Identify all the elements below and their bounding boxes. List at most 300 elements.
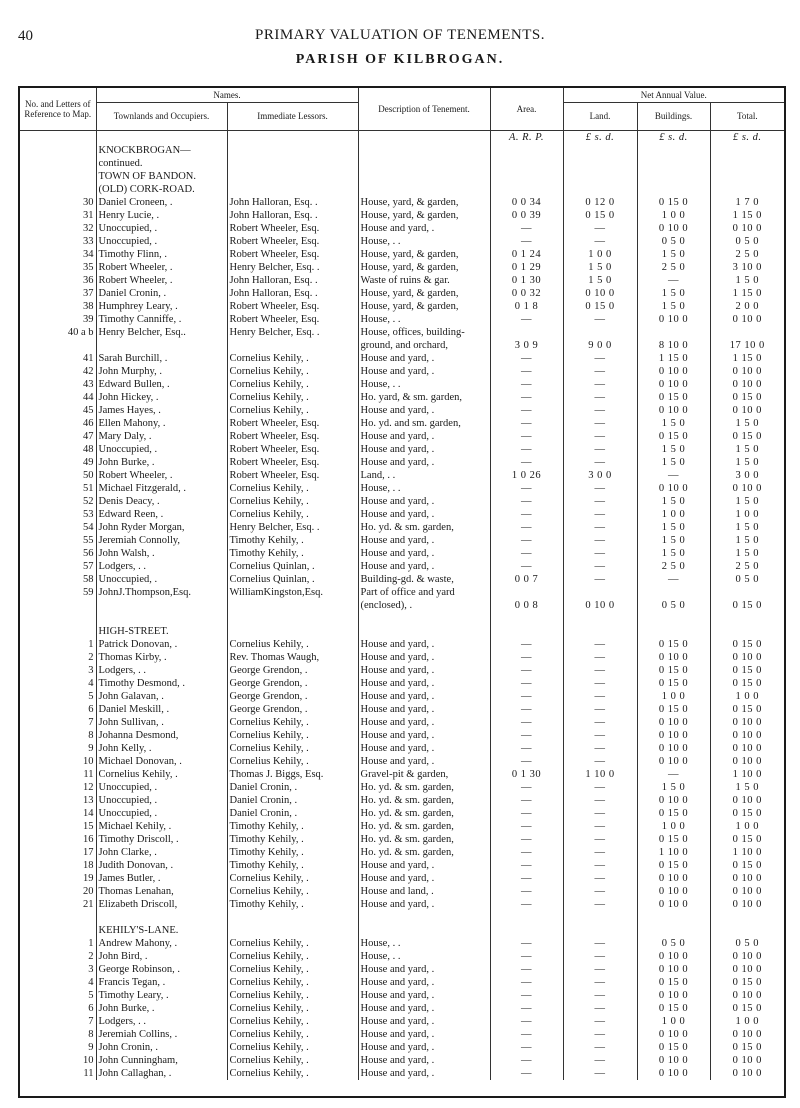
buildings-value-cell: 0 10 0 — [637, 378, 710, 391]
ref-cell: 19 — [20, 872, 96, 885]
area-cell: 0 1 30 — [490, 768, 563, 781]
area-cell: — — [490, 755, 563, 768]
ref-cell: 59 — [20, 586, 96, 599]
lessor-cell: Cornelius Kehily, . — [227, 950, 358, 963]
lessor-cell: Robert Wheeler, Esq. — [227, 313, 358, 326]
table-row — [20, 417, 784, 430]
land-value-cell: — — [563, 482, 637, 495]
description-cell: House and yard, . — [358, 703, 490, 716]
lessor-cell: Robert Wheeler, Esq. — [227, 248, 358, 261]
land-value-cell: 9 0 0 — [563, 339, 637, 352]
table-row — [20, 976, 784, 989]
section-heading: KEHILY'S-LANE. — [96, 924, 227, 937]
total-value-cell: 0 15 0 — [732, 807, 762, 819]
ref-cell: 21 — [20, 898, 96, 911]
total-value-cell: 0 10 0 — [732, 482, 762, 494]
area-cell: — — [490, 534, 563, 547]
occupier-cell: Timothy Canniffe, . — [96, 313, 227, 326]
land-value-cell: — — [563, 703, 637, 716]
area-cell: — — [490, 1028, 563, 1041]
land-value-cell: 0 10 0 — [563, 287, 637, 300]
description-cell: (enclosed), . — [358, 599, 490, 612]
ref-cell: 49 — [20, 456, 96, 469]
table-body — [20, 130, 784, 1080]
lessor-cell: Cornelius Kehily, . — [227, 937, 358, 950]
buildings-value-cell: 1 5 0 — [637, 495, 710, 508]
occupier-cell: Daniel Croneen, . — [96, 196, 227, 209]
total-value-cell: 0 10 0 — [732, 1067, 762, 1079]
total-value-cell: 0 10 0 — [732, 729, 762, 741]
total-value-cell: 2 5 0 — [735, 248, 760, 260]
table-row — [20, 287, 784, 300]
buildings-value-cell: 0 10 0 — [637, 1054, 710, 1067]
occupier-cell: John Burke, . — [96, 1002, 227, 1015]
section-heading: HIGH-STREET. — [96, 625, 227, 638]
occupier-cell: Henry Belcher, Esq.. — [96, 326, 227, 339]
ref-cell: 17 — [20, 846, 96, 859]
ref-cell: 53 — [20, 508, 96, 521]
description-cell: House and yard, . — [358, 404, 490, 417]
occupier-cell: Lodgers, . . — [96, 1015, 227, 1028]
description-cell: House, . . — [358, 950, 490, 963]
table-row — [20, 651, 784, 664]
area-cell: — — [490, 482, 563, 495]
valuation-table — [18, 86, 786, 1098]
land-value-cell: 3 0 0 — [563, 469, 637, 482]
table-row — [20, 469, 784, 482]
occupier-cell: Michael Kehily, . — [96, 820, 227, 833]
ref-cell: 9 — [20, 1041, 96, 1054]
occupier-cell: Unoccupied, . — [96, 807, 227, 820]
total-value-cell: 1 10 0 — [732, 768, 762, 780]
col-buildings-header: Buildings. — [637, 102, 710, 130]
townland-heading-row — [20, 157, 784, 170]
buildings-value-cell: 0 5 0 — [637, 599, 710, 612]
lessor-cell: Cornelius Kehily, . — [227, 729, 358, 742]
land-value-cell: — — [563, 729, 637, 742]
land-value-cell: — — [563, 365, 637, 378]
ref-cell: 37 — [20, 287, 96, 300]
lessor-cell: Timothy Kehily, . — [227, 534, 358, 547]
description-cell: House and yard, . — [358, 989, 490, 1002]
description-cell: House and yard, . — [358, 742, 490, 755]
area-cell: — — [490, 989, 563, 1002]
lessor-cell: Henry Belcher, Esq. . — [227, 261, 358, 274]
lessor-cell: Cornelius Kehily, . — [227, 989, 358, 1002]
area-cell: 0 1 24 — [490, 248, 563, 261]
description-cell: House, yard, & garden, — [358, 300, 490, 313]
description-cell: House and yard, . — [358, 1002, 490, 1015]
total-value-cell: 0 10 0 — [732, 885, 762, 897]
occupier-cell: Robert Wheeler, . — [96, 469, 227, 482]
lessor-cell: John Halloran, Esq. . — [227, 196, 358, 209]
land-value-cell: — — [563, 222, 637, 235]
table-row — [20, 846, 784, 859]
total-value-cell: 0 10 0 — [732, 989, 762, 1001]
area-cell: — — [490, 443, 563, 456]
total-value-cell: 0 15 0 — [732, 1002, 762, 1014]
description-cell: House and yard, . — [358, 495, 490, 508]
total-value-cell: 1 15 0 — [732, 209, 762, 221]
description-cell: House and yard, . — [358, 430, 490, 443]
land-value-cell: — — [563, 833, 637, 846]
buildings-value-cell: 0 10 0 — [637, 755, 710, 768]
land-value-cell: — — [563, 859, 637, 872]
table-row — [20, 794, 784, 807]
occupier-cell: Timothy Desmond, . — [96, 677, 227, 690]
occupier-cell: Timothy Leary, . — [96, 989, 227, 1002]
buildings-value-cell: 1 0 0 — [637, 820, 710, 833]
land-value-cell: — — [563, 313, 637, 326]
buildings-value-cell: 1 0 0 — [637, 508, 710, 521]
ref-cell: 45 — [20, 404, 96, 417]
ref-cell — [20, 339, 96, 352]
description-cell: House and yard, . — [358, 690, 490, 703]
land-value-cell: — — [563, 573, 637, 586]
ref-cell: 9 — [20, 742, 96, 755]
table-row — [20, 222, 784, 235]
area-cell: — — [490, 417, 563, 430]
lessor-cell: Cornelius Kehily, . — [227, 352, 358, 365]
area-cell: 0 1 29 — [490, 261, 563, 274]
ref-cell: 2 — [20, 651, 96, 664]
table-row — [20, 378, 784, 391]
buildings-value-cell: 0 10 0 — [637, 482, 710, 495]
ref-cell: 5 — [20, 989, 96, 1002]
buildings-value-cell: 1 10 0 — [637, 846, 710, 859]
table-row — [20, 586, 784, 599]
ref-cell: 5 — [20, 690, 96, 703]
land-value-cell: 0 15 0 — [563, 300, 637, 313]
total-value-cell: 0 10 0 — [732, 898, 762, 910]
occupier-cell: Humphrey Leary, . — [96, 300, 227, 313]
land-value-cell — [563, 586, 637, 599]
land-value-cell: — — [563, 521, 637, 534]
lessor-cell: Robert Wheeler, Esq. — [227, 417, 358, 430]
ref-cell: 52 — [20, 495, 96, 508]
occupier-cell: Unoccupied, . — [96, 443, 227, 456]
occupier-cell: Lodgers, . . — [96, 664, 227, 677]
land-value-cell: — — [563, 430, 637, 443]
units-row — [20, 130, 784, 144]
table-row — [20, 742, 784, 755]
table-row — [20, 807, 784, 820]
area-cell: — — [490, 872, 563, 885]
occupier-cell: John Ryder Morgan, — [96, 521, 227, 534]
buildings-value-cell: 0 15 0 — [637, 1002, 710, 1015]
table-row — [20, 937, 784, 950]
street-heading-row — [20, 924, 784, 937]
total-value-cell: 3 10 0 — [732, 261, 762, 273]
occupier-cell: JohnJ.Thompson,Esq. — [96, 586, 227, 599]
land-value-cell: — — [563, 1054, 637, 1067]
occupier-cell: John Burke, . — [96, 456, 227, 469]
buildings-value-cell: 1 0 0 — [637, 690, 710, 703]
table-row — [20, 300, 784, 313]
area-cell: — — [490, 794, 563, 807]
ref-cell: 35 — [20, 261, 96, 274]
area-cell: — — [490, 456, 563, 469]
description-cell: ground, and orchard, — [358, 339, 490, 352]
land-value-cell: — — [563, 651, 637, 664]
description-cell: Waste of ruins & gar. — [358, 274, 490, 287]
ref-cell: 39 — [20, 313, 96, 326]
occupier-cell: Michael Fitzgerald, . — [96, 482, 227, 495]
buildings-value-cell: 2 5 0 — [637, 560, 710, 573]
buildings-value-cell: 0 10 0 — [637, 1067, 710, 1080]
occupier-cell: Robert Wheeler, . — [96, 261, 227, 274]
occupier-cell: Timothy Flinn, . — [96, 248, 227, 261]
occupier-cell: Elizabeth Driscoll, — [96, 898, 227, 911]
townland-heading-row — [20, 170, 784, 183]
ref-cell: 31 — [20, 209, 96, 222]
description-cell: Ho. yd. & sm. garden, — [358, 820, 490, 833]
area-cell: — — [490, 430, 563, 443]
lessor-cell: Cornelius Kehily, . — [227, 742, 358, 755]
ref-cell: 30 — [20, 196, 96, 209]
table-row — [20, 885, 784, 898]
area-cell: — — [490, 976, 563, 989]
description-cell: House, . . — [358, 378, 490, 391]
total-value-cell — [710, 586, 784, 599]
ref-cell: 11 — [20, 768, 96, 781]
description-cell: House and yard, . — [358, 443, 490, 456]
area-cell: — — [490, 313, 563, 326]
total-value-cell: 0 10 0 — [732, 378, 762, 390]
ref-cell: 55 — [20, 534, 96, 547]
col-ref-header: No. and Letters of Reference to Map. — [20, 88, 96, 130]
table-row — [20, 1002, 784, 1015]
description-cell: Ho. yd. and sm. garden, — [358, 417, 490, 430]
lessor-cell: John Halloran, Esq. . — [227, 274, 358, 287]
occupier-cell: Johanna Desmond, — [96, 729, 227, 742]
area-cell: 0 0 34 — [490, 196, 563, 209]
buildings-value-cell: 0 10 0 — [637, 313, 710, 326]
land-value-cell: — — [563, 846, 637, 859]
ref-cell: 33 — [20, 235, 96, 248]
table-row — [20, 703, 784, 716]
ref-cell: 8 — [20, 1028, 96, 1041]
land-value-cell: — — [563, 495, 637, 508]
table-row — [20, 729, 784, 742]
buildings-value-cell: 1 5 0 — [637, 443, 710, 456]
buildings-value-cell: 1 5 0 — [637, 547, 710, 560]
land-value-cell: — — [563, 235, 637, 248]
buildings-value-cell: 0 15 0 — [637, 391, 710, 404]
description-cell: House and yard, . — [358, 560, 490, 573]
table-row — [20, 833, 784, 846]
area-cell: — — [490, 898, 563, 911]
total-value-cell: 0 10 0 — [732, 794, 762, 806]
table-row — [20, 456, 784, 469]
col-description-header: Description of Tenement. — [358, 88, 490, 130]
area-cell: — — [490, 885, 563, 898]
ref-cell: 1 — [20, 638, 96, 651]
description-cell: House and yard, . — [358, 352, 490, 365]
land-value-cell: 0 12 0 — [563, 196, 637, 209]
occupier-cell: John Clarke, . — [96, 846, 227, 859]
total-value-cell: 1 5 0 — [735, 274, 760, 286]
table-row — [20, 963, 784, 976]
buildings-value-cell: 0 15 0 — [637, 664, 710, 677]
description-cell: House and yard, . — [358, 222, 490, 235]
buildings-value-cell: 1 5 0 — [637, 287, 710, 300]
buildings-value-cell: 8 10 0 — [637, 339, 710, 352]
land-value-cell: — — [563, 378, 637, 391]
lessor-cell: Cornelius Kehily, . — [227, 976, 358, 989]
table-row — [20, 326, 784, 339]
lessor-cell: Cornelius Quinlan, . — [227, 573, 358, 586]
area-cell: 0 0 32 — [490, 287, 563, 300]
land-value-cell: — — [563, 716, 637, 729]
description-cell: House and yard, . — [358, 638, 490, 651]
area-cell: 1 0 26 — [490, 469, 563, 482]
total-value-cell: 2 5 0 — [735, 560, 760, 572]
lessor-cell: Cornelius Kehily, . — [227, 1028, 358, 1041]
ref-cell: 12 — [20, 781, 96, 794]
buildings-value-cell: 2 5 0 — [637, 261, 710, 274]
area-cell: — — [490, 404, 563, 417]
total-value-cell: 0 10 0 — [732, 742, 762, 754]
occupier-cell — [96, 599, 227, 612]
buildings-value-cell — [637, 586, 710, 599]
land-value-cell: — — [563, 885, 637, 898]
land-value-cell: — — [563, 742, 637, 755]
occupier-cell: George Robinson, . — [96, 963, 227, 976]
area-cell: — — [490, 937, 563, 950]
lessor-cell: Cornelius Kehily, . — [227, 404, 358, 417]
description-cell: Part of office and yard — [358, 586, 490, 599]
description-cell: Ho. yard, & sm. garden, — [358, 391, 490, 404]
buildings-value-cell: — — [637, 573, 710, 586]
land-value-cell: — — [563, 989, 637, 1002]
area-cell: — — [490, 235, 563, 248]
buildings-value-cell: 0 15 0 — [637, 196, 710, 209]
table-row — [20, 1041, 784, 1054]
lessor-cell: Robert Wheeler, Esq. — [227, 430, 358, 443]
area-cell: — — [490, 664, 563, 677]
land-value-cell: — — [563, 677, 637, 690]
occupier-cell: Unoccupied, . — [96, 794, 227, 807]
total-value-cell: 1 0 0 — [735, 508, 760, 520]
area-cell: 0 1 30 — [490, 274, 563, 287]
total-value-cell: 1 5 0 — [735, 781, 760, 793]
table-row — [20, 365, 784, 378]
land-value-cell: — — [563, 755, 637, 768]
total-value-cell: 0 15 0 — [732, 703, 762, 715]
occupier-cell: Daniel Cronin, . — [96, 287, 227, 300]
description-cell: House, yard, & garden, — [358, 261, 490, 274]
table-row — [20, 1067, 784, 1080]
occupier-cell: Unoccupied, . — [96, 235, 227, 248]
area-cell: — — [490, 365, 563, 378]
buildings-value-cell: — — [637, 274, 710, 287]
description-cell: House, offices, building- — [358, 326, 490, 339]
total-value-cell: 0 10 0 — [732, 716, 762, 728]
area-cell — [490, 586, 563, 599]
ref-cell: 36 — [20, 274, 96, 287]
description-cell: Ho. yd. & sm. garden, — [358, 794, 490, 807]
description-cell: House and yard, . — [358, 729, 490, 742]
col-names-header: Names. — [96, 88, 358, 102]
land-value-cell: — — [563, 547, 637, 560]
buildings-value-cell: 0 10 0 — [637, 963, 710, 976]
buildings-value-cell: 0 15 0 — [637, 807, 710, 820]
occupier-cell: Lodgers, . . — [96, 560, 227, 573]
lessor-cell: Cornelius Kehily, . — [227, 1041, 358, 1054]
ref-cell: 32 — [20, 222, 96, 235]
description-cell: Building-gd. & waste, — [358, 573, 490, 586]
description-cell: House and yard, . — [358, 508, 490, 521]
col-net-value-header: Net Annual Value. — [563, 88, 784, 102]
buildings-value-cell: 1 5 0 — [637, 534, 710, 547]
lessor-cell: Robert Wheeler, Esq. — [227, 469, 358, 482]
area-cell: — — [490, 352, 563, 365]
ref-cell: 47 — [20, 430, 96, 443]
occupier-cell: Daniel Meskill, . — [96, 703, 227, 716]
description-cell: House and yard, . — [358, 1015, 490, 1028]
area-cell: — — [490, 716, 563, 729]
occupier-cell: Robert Wheeler, . — [96, 274, 227, 287]
area-cell: — — [490, 1054, 563, 1067]
area-cell: — — [490, 521, 563, 534]
area-cell: — — [490, 703, 563, 716]
total-value-cell: 1 5 0 — [735, 443, 760, 455]
ref-cell: 42 — [20, 365, 96, 378]
table-row — [20, 482, 784, 495]
area-cell: — — [490, 1041, 563, 1054]
total-value-cell: 0 10 0 — [732, 755, 762, 767]
table-row — [20, 534, 784, 547]
description-cell: House and yard, . — [358, 664, 490, 677]
total-value-cell: 1 5 0 — [735, 495, 760, 507]
street-heading-row — [20, 183, 784, 196]
table-row — [20, 755, 784, 768]
lessor-cell: Daniel Cronin, . — [227, 781, 358, 794]
occupier-cell: Timothy Driscoll, . — [96, 833, 227, 846]
total-value-cell — [710, 326, 784, 339]
land-value-cell: — — [563, 1015, 637, 1028]
ref-cell: 4 — [20, 976, 96, 989]
total-value-cell: 1 5 0 — [735, 521, 760, 533]
area-cell — [490, 326, 563, 339]
buildings-value-cell: 0 10 0 — [637, 651, 710, 664]
area-cell: — — [490, 1067, 563, 1080]
table-row — [20, 599, 784, 612]
lessor-cell: Cornelius Kehily, . — [227, 508, 358, 521]
area-cell: — — [490, 560, 563, 573]
section-heading: KNOCKBROGAN— — [96, 144, 227, 157]
buildings-value-cell: 0 10 0 — [637, 716, 710, 729]
lessor-cell: Cornelius Kehily, . — [227, 378, 358, 391]
lessor-cell: Cornelius Kehily, . — [227, 872, 358, 885]
ref-cell: 43 — [20, 378, 96, 391]
table-row — [20, 521, 784, 534]
description-cell: House, yard, & garden, — [358, 287, 490, 300]
table-row — [20, 872, 784, 885]
area-cell: — — [490, 677, 563, 690]
land-value-cell: — — [563, 807, 637, 820]
total-value-cell: 0 15 0 — [732, 638, 762, 650]
total-value-cell: 0 5 0 — [735, 937, 760, 949]
lessor-cell: Cornelius Kehily, . — [227, 716, 358, 729]
occupier-cell: Judith Donovan, . — [96, 859, 227, 872]
occupier-cell: Patrick Donovan, . — [96, 638, 227, 651]
land-value-cell: — — [563, 937, 637, 950]
lessor-cell: John Halloran, Esq. . — [227, 209, 358, 222]
occupier-cell: John Hickey, . — [96, 391, 227, 404]
description-cell: Gravel-pit & garden, — [358, 768, 490, 781]
